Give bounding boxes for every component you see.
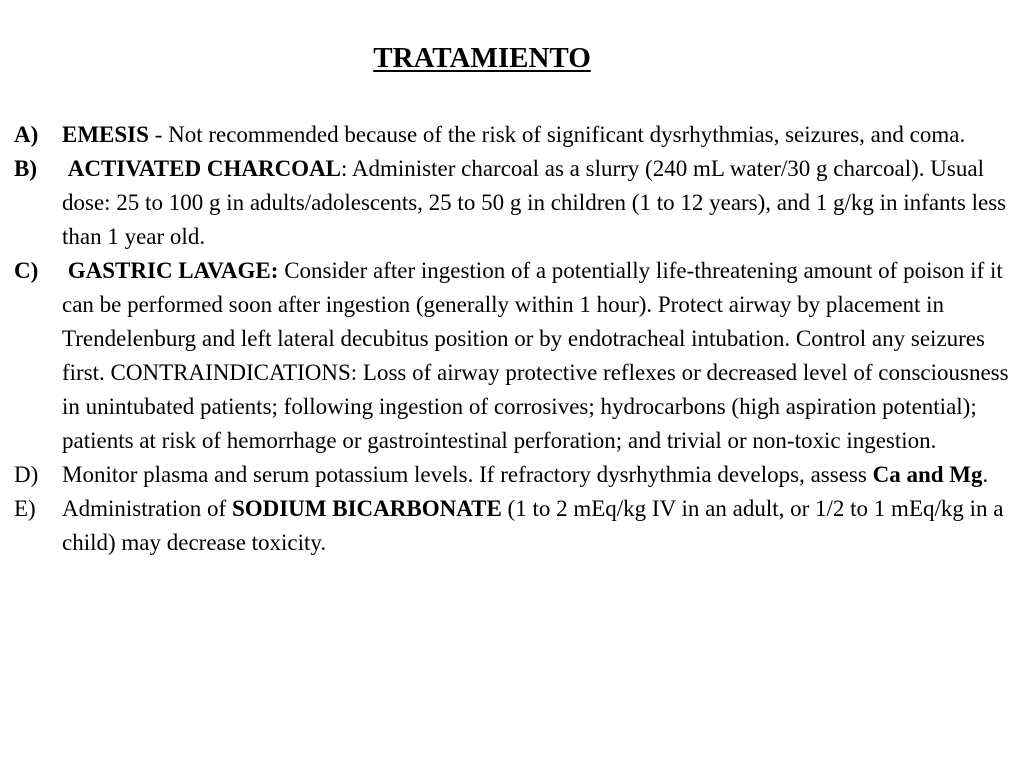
item-term: EMESIS [62,122,149,147]
item-text: : Administer charcoal as a slurry (240 mL water/30 g charcoal). Usual dose: 25 to 100 g in adults/adolescents, 25 to 50 g in children (1 to 12 years), and 1 g/kg in infants less than 1 year old. [62,156,1007,249]
item-text: Monitor plasma and serum potassium levels. If refractory dysrhythmia develops, assess [62,462,873,487]
item-text: Consider after ingestion of a potentially life-threatening amount of poison if it can be performed soon after ingestion (generally within 1 hour). Protect airway by placement in Trendelenburg and left lateral decubitus position or by endotracheal intubation. Control any seizures first. CONTRAINDICATIONS: Loss of airway protective reflexes or decreased level of consciousness in unintubated patients; following ingestion of corrosives; hydrocarbons (high aspiration potential); patients at risk of hemorrhage or gastrointestinal perforation; and trivial or non-toxic ingestion. [62,258,1009,453]
item-tail: . [982,462,989,487]
slide-title: TRATAMIENTO [373,42,591,74]
list-marker: B) [14,156,37,181]
item-text: - Not recommended because of the risk of significant dysrhythmias, seizures, and coma. [148,122,966,147]
list-item-a [14,118,1014,152]
treatment-list [14,118,1014,560]
list-item-c [14,254,1014,458]
list-item-e [14,492,1014,560]
list-marker: C) [14,258,39,283]
list-marker: D) [14,462,39,487]
list-item-d [14,458,1014,492]
list-item-b [14,152,1014,254]
item-term: Ca and Mg [872,462,983,487]
item-term: ACTIVATED CHARCOAL [67,156,342,181]
item-term: SODIUM BICARBONATE [231,496,502,521]
item-text: Administration of [62,496,232,521]
list-marker: A) [14,122,39,147]
item-term: GASTRIC LAVAGE: [67,258,279,283]
list-marker: E) [14,496,36,521]
item-tail: (1 to 2 mEq/kg IV in an adult, or 1/2 to 1 mEq/kg in a child) may decrease toxicity. [62,496,1004,555]
